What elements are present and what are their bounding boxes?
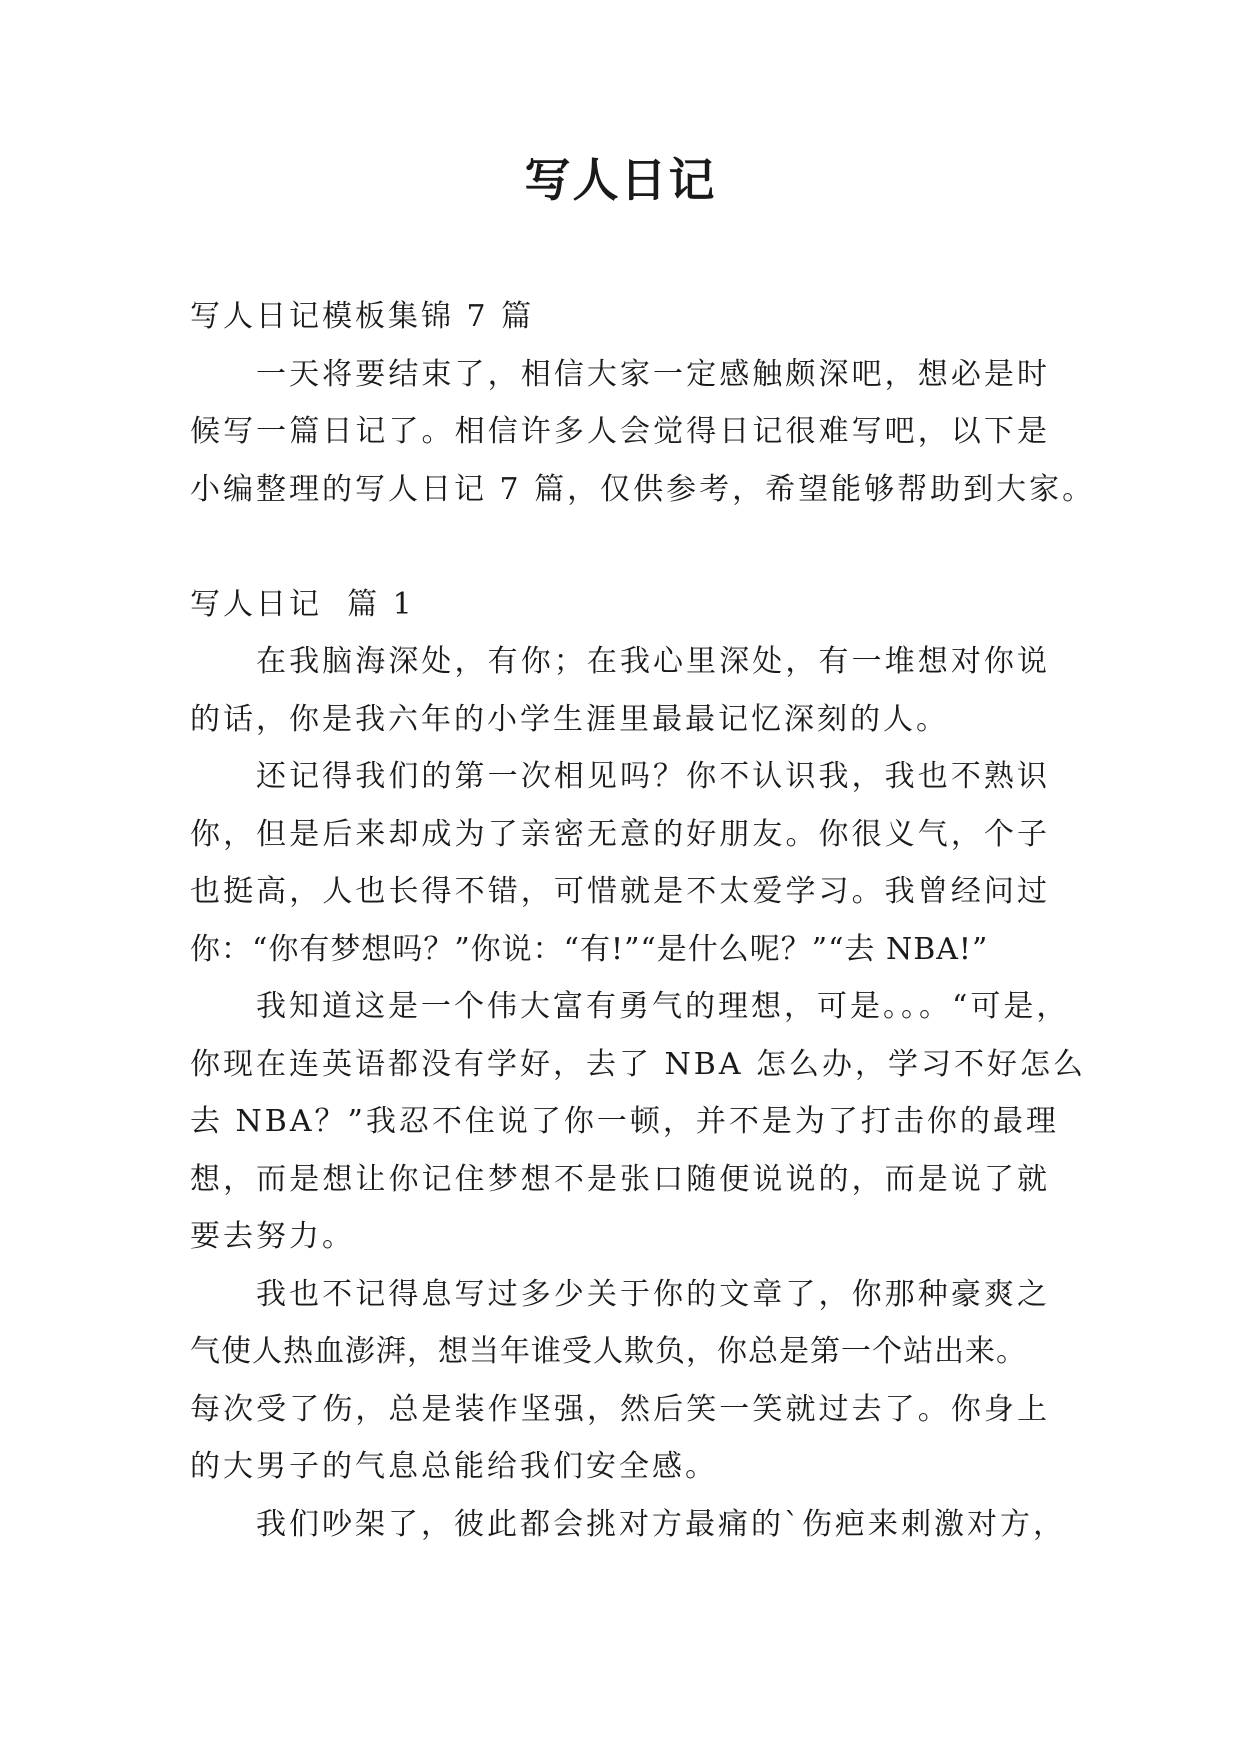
paragraph-line: 小编整理的写人日记 7 篇，仅供参考，希望能够帮助到大家。 — [190, 471, 1096, 507]
section-heading: 写人日记模板集锦 7 篇 — [190, 299, 535, 334]
paragraph-line: 的话，你是我六年的小学生涯里最最记忆深刻的人。 — [190, 701, 949, 737]
paragraph-line: 还记得我们的第一次相见吗？你不认识我，我也不熟识 — [256, 759, 1050, 794]
paragraph-line: 你：“你有梦想吗？”你说：“有!”“是什么呢？”“去 NBA!” — [190, 931, 989, 967]
document-title: 写人日记 — [524, 153, 717, 207]
paragraph-line: 气使人热血澎湃，想当年谁受人欺负，你总是第一个站出来。 — [190, 1334, 1027, 1369]
paragraph-line: 也挺高，人也长得不错，可惜就是不太爱学习。我曾经问过 — [190, 874, 1050, 909]
paragraph-line: 我知道这是一个伟大富有勇气的理想，可是。。。“可是， — [256, 989, 1070, 1024]
section-heading: 写人日记 篇 1 — [190, 586, 415, 622]
paragraph-line: 我们吵架了，彼此都会挑对方最痛的`伤疤来刺激对方， — [256, 1506, 1066, 1542]
blank-line — [190, 518, 1050, 576]
paragraph-line: 的大男子的气息总能给我们安全感。 — [190, 1449, 718, 1484]
paragraph-line: 你现在连英语都没有学好，去了 NBA 怎么办，学习不好怎么 — [190, 1046, 1087, 1082]
paragraph-line: 想，而是想让你记住梦想不是张口随便说说的，而是说了就 — [190, 1161, 1050, 1197]
paragraph-line: 候写一篇日记了。相信许多人会觉得日记很难写吧，以下是 — [190, 414, 1050, 449]
paragraph-line: 你，但是后来却成为了亲密无意的好朋友。你很义气，个子 — [190, 816, 1050, 852]
paragraph-line: 要去努力。 — [190, 1219, 355, 1254]
paragraph-line: 我也不记得息写过多少关于你的文章了，你那种豪爽之 — [256, 1276, 1050, 1312]
document-body — [190, 288, 1096, 1553]
paragraph-line: 一天将要结束了，相信大家一定感触颇深吧，想必是时 — [256, 356, 1050, 392]
paragraph-line: 去 NBA？”我忍不住说了你一顿，并不是为了打击你的最理 — [190, 1104, 1059, 1139]
paragraph-line: 在我脑海深处，有你；在我心里深处，有一堆想对你说 — [256, 644, 1050, 679]
paragraph-line: 每次受了伤，总是装作坚强，然后笑一笑就过去了。你身上 — [190, 1391, 1050, 1427]
